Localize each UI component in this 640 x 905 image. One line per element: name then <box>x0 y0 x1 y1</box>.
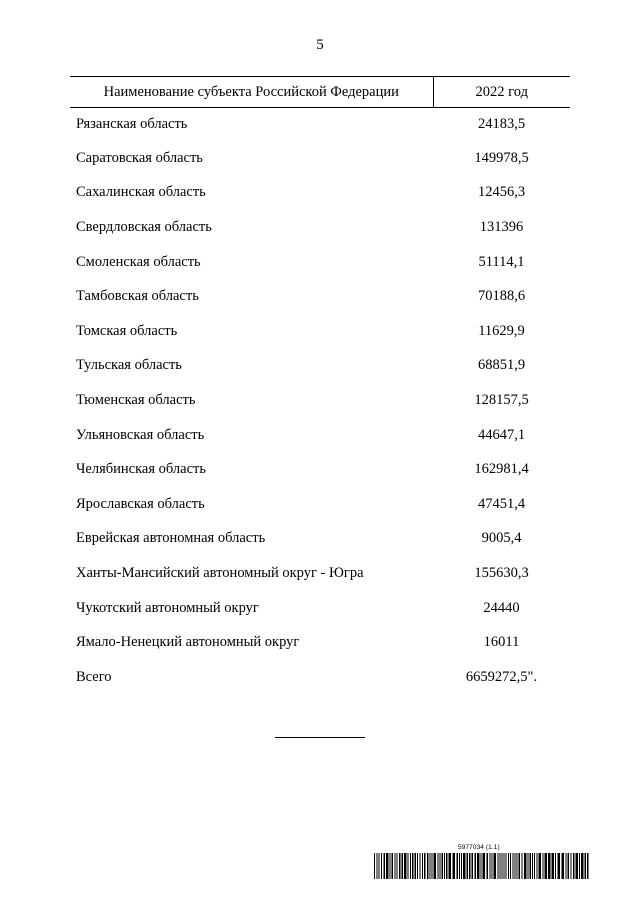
table-row <box>70 556 570 591</box>
table-row <box>70 210 570 245</box>
table-row <box>70 487 570 522</box>
value-2022-cell: 6659272,5". <box>465 668 538 685</box>
table-header-row <box>70 77 570 108</box>
subject-name-cell: Тюменская область <box>76 391 196 408</box>
table-row <box>70 349 570 384</box>
barcode-icon <box>374 853 590 879</box>
table-row <box>70 108 570 142</box>
subject-name-cell: Всего <box>76 668 112 685</box>
value-2022-cell: 70188,6 <box>477 288 526 305</box>
table-row <box>70 314 570 349</box>
table-row <box>70 418 570 453</box>
header-year-2022: 2022 год <box>433 77 570 108</box>
subject-name-cell: Тульская область <box>76 357 182 374</box>
page-number: 5 <box>316 37 324 53</box>
table-row <box>70 660 570 695</box>
value-2022-cell: 51114,1 <box>478 253 525 270</box>
subject-name-cell: Томская область <box>76 322 178 339</box>
value-2022-cell: 149978,5 <box>474 149 529 166</box>
table-row <box>70 245 570 280</box>
value-2022-cell: 44647,1 <box>477 426 526 443</box>
value-2022-cell: 12456,3 <box>477 184 526 201</box>
subject-name-cell: Ханты-Мансийский автономный округ - Югра <box>76 564 364 581</box>
barcode-block <box>374 844 590 880</box>
value-2022-cell: 16011 <box>483 634 520 651</box>
separator-line <box>275 737 365 738</box>
table-row <box>70 452 570 487</box>
value-2022-cell: 24440 <box>483 599 520 616</box>
subject-name-cell: Ярославская область <box>76 495 205 512</box>
value-2022-cell: 131396 <box>479 218 524 235</box>
table-row <box>70 279 570 314</box>
table-row <box>70 141 570 176</box>
value-2022-cell: 9005,4 <box>481 530 522 547</box>
barcode-text: 5977034 (1.1) <box>458 844 500 851</box>
subject-name-cell: Челябинская область <box>76 461 206 478</box>
subject-name-cell: Ульяновская область <box>76 426 205 443</box>
table-row <box>70 591 570 626</box>
subject-name-cell: Еврейская автономная область <box>76 530 266 547</box>
subject-name-cell: Сахалинская область <box>76 184 206 201</box>
value-2022-cell: 68851,9 <box>477 357 526 374</box>
table-row <box>70 176 570 211</box>
subjects-table <box>70 76 570 695</box>
subject-name-cell: Саратовская область <box>76 149 203 166</box>
value-2022-cell: 24183,5 <box>477 116 526 132</box>
subject-name-cell: Свердловская область <box>76 218 212 235</box>
subject-name-cell: Рязанская область <box>76 116 188 132</box>
subject-name-cell: Ямало-Ненецкий автономный округ <box>76 634 300 651</box>
value-2022-cell: 11629,9 <box>478 322 525 339</box>
value-2022-cell: 47451,4 <box>477 495 526 512</box>
value-2022-cell: 128157,5 <box>474 391 529 408</box>
subject-name-cell: Смоленская область <box>76 253 201 270</box>
table-row <box>70 383 570 418</box>
subject-name-cell: Чукотский автономный округ <box>76 599 259 616</box>
subject-name-cell: Тамбовская область <box>76 288 199 305</box>
value-2022-cell: 162981,4 <box>474 461 529 478</box>
table-row <box>70 522 570 557</box>
header-subject-name: Наименование субъекта Российской Федерации <box>70 77 433 108</box>
table-row <box>70 625 570 660</box>
value-2022-cell: 155630,3 <box>474 564 529 581</box>
